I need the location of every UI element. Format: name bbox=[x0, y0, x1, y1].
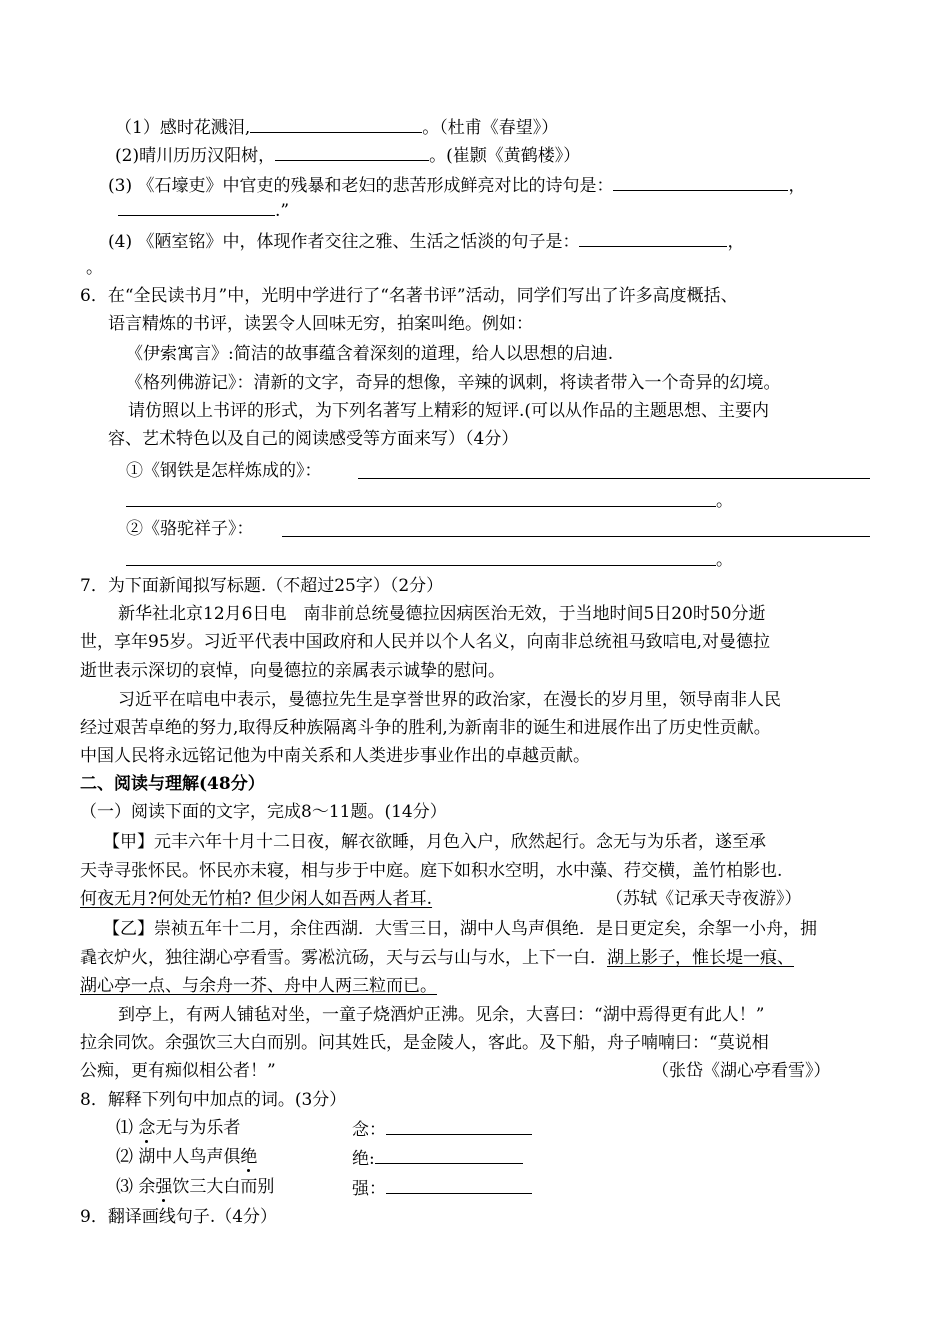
jia-line: 【甲】元丰六年十月十二日夜，解衣欲睡，月色入户，欣然起行。念无与为乐者，遂至承 bbox=[103, 832, 766, 852]
q5-line-3b: .” bbox=[118, 198, 289, 222]
q7-para-line: 习近平在唁电中表示，曼德拉先生是享誉世界的政治家，在漫长的岁月里，领导南非人民 bbox=[118, 690, 781, 710]
q6-prompt-2: 语言精炼的书评，读罢令人回味无穷，拍案叫绝。例如： bbox=[108, 314, 533, 334]
yi-line: 到亭上，有两人铺毡对坐，一童子烧酒炉正沸。见余，大喜曰：“湖中焉得更有此人！” bbox=[118, 1005, 765, 1025]
yi-source: （张岱《湖心亭看雪》） bbox=[652, 1061, 831, 1081]
q8-item-1: ⑴ 念无与为乐者 bbox=[116, 1118, 241, 1138]
q6-prompt-1: 6．在“全民读书月”中，光明中学进行了“名著书评”活动，同学们写出了许多高度概括、 bbox=[80, 286, 738, 306]
jia-source: （苏轼《记承天寺夜游》） bbox=[606, 889, 802, 909]
q6-item-2-end: 。 bbox=[716, 550, 733, 570]
answer-line[interactable] bbox=[126, 506, 716, 507]
q5-line-1: （1）感时花溅泪, 。（杜甫《春望》） bbox=[115, 115, 558, 139]
q7-para-line: 中国人民将永远铭记他为中南关系和人类进步事业作出的卓越贡献。 bbox=[80, 746, 590, 766]
yi-line: 公痴，更有痴似相公者！” bbox=[80, 1061, 276, 1081]
q8-item-3-answer: 强： bbox=[352, 1176, 532, 1200]
answer-blank[interactable] bbox=[275, 143, 429, 161]
q5-line-4: (4) 《陋室铭》中，体现作者交往之雅、生活之恬淡的句子是： ， bbox=[108, 229, 744, 253]
jia-underlined-sentence: 何夜无月?何处无竹柏? 但少闲人如吾两人者耳. bbox=[80, 889, 433, 909]
q7-para-line: 经过艰苦卓绝的努力,取得反种族隔离斗争的胜利,为新南非的诞生和进展作出了历史性贡献。 bbox=[80, 718, 771, 738]
answer-line[interactable] bbox=[358, 478, 870, 479]
q5-line-3: (3) 《石壕吏》中官吏的残暴和老妇的悲苦形成鲜亮对比的诗句是： ， bbox=[108, 173, 805, 197]
q7-title: 7．为下面新闻拟写标题.（不超过25字）（2分） bbox=[80, 576, 444, 596]
answer-blank[interactable] bbox=[579, 229, 727, 247]
q5-line-4b: 。 bbox=[86, 258, 103, 278]
answer-blank[interactable] bbox=[118, 198, 275, 216]
answer-blank[interactable] bbox=[386, 1117, 532, 1135]
yi-line: 【乙】崇祯五年十二月，余住西湖．大雪三日，湖中人鸟声俱绝．是日更定矣，余挐一小舟，拥 bbox=[103, 919, 817, 939]
q8-item-2-answer: 绝: bbox=[352, 1146, 523, 1170]
q8-item-1-answer: 念： bbox=[352, 1117, 532, 1141]
answer-blank[interactable] bbox=[386, 1176, 532, 1194]
q6-item-2-label: ②《骆驼祥子》： bbox=[126, 519, 254, 539]
section-title: 二、阅读与理解(48分） bbox=[80, 774, 265, 794]
answer-line[interactable] bbox=[282, 536, 870, 537]
section-subtitle: （一）阅读下面的文字，完成8～11题。(14分） bbox=[80, 802, 447, 822]
q7-para-line: 世，享年95岁。习近平代表中国政府和人民并以个人名义，向南非总统祖马致唁电,对曼德拉 bbox=[80, 632, 771, 652]
q7-para-line: 新华社北京12月6日电 南非前总统曼德拉因病医治无效，于当地时间5日20时50分逝 bbox=[118, 604, 766, 624]
yi-underlined-sentence: 湖上影子，惟长堤一痕、 bbox=[607, 948, 794, 968]
q8-item-3: ⑶ 余强饮三大白而别 bbox=[116, 1177, 275, 1197]
q6-item-1-label: ①《钢铁是怎样炼成的》： bbox=[126, 461, 322, 481]
q6-example-2: 《格列佛游记》：清新的文字，奇异的想像，辛辣的讽刺，将读者带入一个奇异的幻境。 bbox=[126, 373, 781, 393]
q8-title: 8．解释下列句中加点的词。(3分） bbox=[80, 1090, 347, 1110]
yi-underlined-sentence: 湖心亭一点、与余舟一芥、舟中人两三粒而已。 bbox=[80, 976, 437, 996]
q7-para-line: 逝世表示深切的哀悼，向曼德拉的亲属表示诚挚的慰问。 bbox=[80, 661, 505, 681]
yi-line: 拉余同饮。余强饮三大白而别。问其姓氏，是金陵人，客此。及下船，舟子喃喃曰：“莫说相 bbox=[80, 1033, 769, 1053]
q6-instruction-1: 请仿照以上书评的形式，为下列名著写上精彩的短评.(可以从作品的主题思想、主要内 bbox=[128, 401, 770, 421]
q6-item-1-end: 。 bbox=[716, 491, 733, 511]
answer-blank[interactable] bbox=[250, 115, 422, 133]
answer-blank[interactable] bbox=[375, 1146, 523, 1164]
jia-line: 天寺寻张怀民。怀民亦未寝，相与步于中庭。庭下如积水空明，水中藻、荇交横，盖竹柏影也. bbox=[80, 861, 783, 881]
answer-blank[interactable] bbox=[613, 173, 788, 191]
yi-line: 毳衣炉火，独往湖心亭看雪。雾凇沆砀，天与云与山与水，上下一白．湖上影子，惟长堤一痕、 bbox=[80, 948, 794, 968]
q6-instruction-2: 容、艺术特色以及自己的阅读感受等方面来写）（4分） bbox=[108, 429, 519, 449]
q8-item-2: ⑵ 湖中人鸟声俱绝 bbox=[116, 1147, 258, 1167]
q9-title: 9．翻译画线句子.（4分） bbox=[80, 1207, 278, 1227]
q5-line-2: (2)晴川历历汉阳树， 。(崔颢《黄鹤楼》） bbox=[115, 143, 580, 167]
q6-example-1: 《伊索寓言》:简洁的故事蕴含着深刻的道理，给人以思想的启迪. bbox=[126, 344, 614, 364]
answer-line[interactable] bbox=[126, 565, 716, 566]
